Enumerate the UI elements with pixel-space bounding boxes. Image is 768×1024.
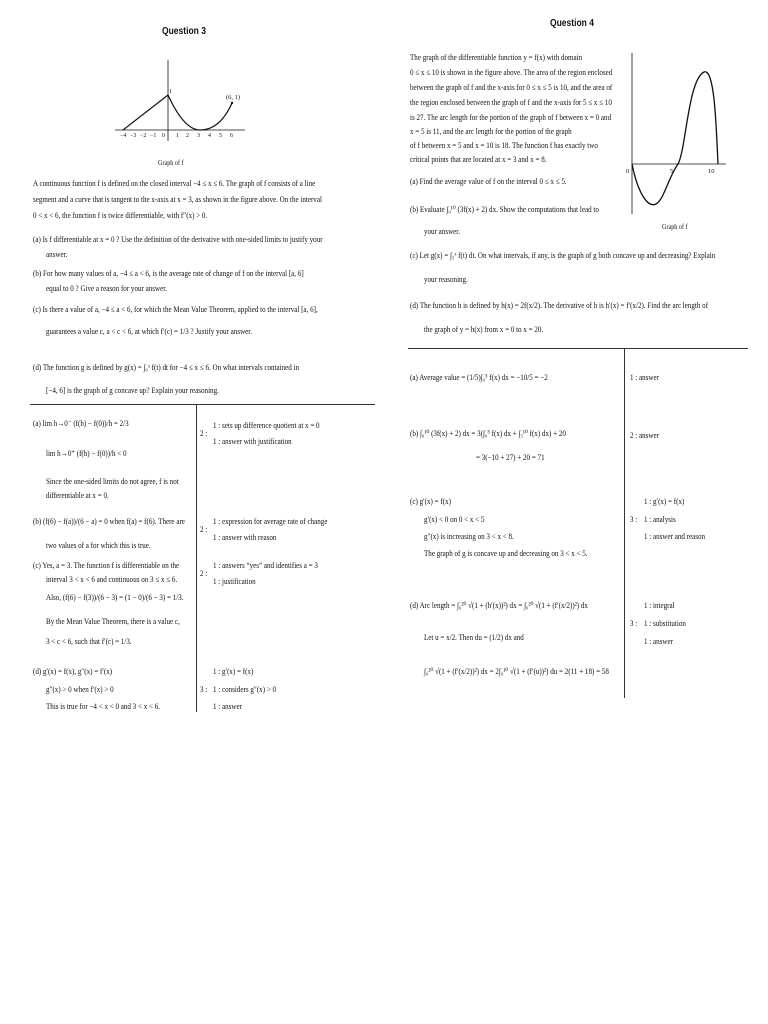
q4-intro-line: is 27. The arc length for the portion of the graph of f between x = 0 and — [410, 112, 612, 122]
svg-text:3: 3 — [197, 133, 200, 139]
q4-sol-c: The graph of g is concave up and decreasing on 3 < x < 5. — [424, 548, 588, 558]
q3-score-c: 1 : answers “yes” and identifies a = 3 — [213, 560, 318, 570]
q4-score-c: 1 : g′(x) = f(x) — [644, 496, 685, 506]
q4-sol-c: g″(x) is increasing on 3 < x < 8. — [424, 531, 514, 541]
q3-column-rule — [196, 404, 197, 712]
q3-sol-b: two values of a for which this is true. — [46, 540, 151, 550]
q4-sol-d: ∫₀²⁰ √(1 + (f′(x/2))²) dx = 2∫₀¹⁰ √(1 + (f′(u))²) du = 2(11 + 18) = 58 — [424, 666, 609, 676]
q3-part-a-cont: answer. — [46, 249, 68, 259]
q4-title: Question 4 — [550, 18, 594, 29]
q4-intro-line: The graph of the differentiable function y = f(x) with domain — [410, 52, 583, 62]
q3-sol-b: (b) (f(6) − f(a))/(6 − a) = 0 when f(a) = f(6). There are — [33, 516, 185, 526]
q4-column-rule — [624, 348, 625, 698]
q4-score-c: 1 : analysis — [644, 514, 676, 524]
q3-intro-line: A continuous function f is defined on the closed interval −4 ≤ x ≤ 6. The graph of f consists of a line — [33, 178, 316, 188]
q4-intro-line: the region enclosed between the graph of f and the x-axis for 5 ≤ x ≤ 10 — [410, 97, 612, 107]
q4-sol-b: = 3(−10 + 27) + 20 = 71 — [476, 452, 545, 462]
q3-divider — [30, 404, 375, 405]
q3-part-d: (d) The function g is defined by g(x) = ∫₀ˣ f(t) dt for −4 ≤ x ≤ 6. On what intervals contained in — [33, 362, 300, 372]
q4-sol-c: (c) g′(x) = f(x) — [410, 496, 451, 506]
q4-graph-caption: Graph of f — [662, 222, 688, 231]
q4-part-b-cont: your answer. — [424, 226, 461, 236]
q3-sol-c: 3 < c < 6, such that f′(c) = 1/3. — [46, 636, 132, 646]
q3-score-d: 1 : g′(x) = f(x) — [213, 666, 254, 676]
q4-score-d: 1 : answer — [644, 636, 673, 646]
q3-score-d: 1 : considers g″(x) > 0 — [213, 684, 277, 694]
q3-intro-line: segment and a curve that is tangent to the x-axis at x = 3, as shown in the figure above. On the interval — [33, 194, 322, 204]
q3-score-c: 1 : justification — [213, 576, 256, 586]
svg-text:5: 5 — [219, 133, 222, 139]
q4-intro-line: x = 5 is 11, and the arc length for the portion of the graph — [410, 126, 572, 136]
q3-score-two: 2 : — [200, 524, 208, 534]
q4-graph — [624, 48, 730, 218]
svg-text:−4: −4 — [120, 133, 127, 139]
q4-sol-d: (d) Arc length = ∫₀²⁰ √(1 + (h′(x))²) dx = ∫₀²⁰ √(1 + (f′(x/2))²) dx — [410, 600, 588, 610]
q4-score-three: 3 : — [630, 618, 638, 628]
q4-part-d-cont: the graph of y = h(x) from x = 0 to x = 20. — [424, 324, 544, 334]
q4-axis-label-0: 0 — [626, 168, 630, 175]
q3-sol-a: differentiable at x = 0. — [46, 490, 109, 500]
q3-sol-d: (d) g′(x) = f(x), g″(x) = f′(x) — [33, 666, 113, 676]
q4-sol-a: (a) Average value = (1/5)∫₀⁵ f(x) dx = −10/5 = −2 — [410, 372, 548, 382]
q4-score-b: 2 : answer — [630, 430, 659, 440]
q3-point-label: (6, 1) — [226, 94, 241, 101]
svg-text:1: 1 — [169, 89, 172, 95]
q3-title: Question 3 — [162, 26, 206, 37]
q4-axis-label-5: 5 — [670, 168, 674, 175]
q3-sol-a: Since the one-sided limits do not agree, f is not — [46, 476, 179, 486]
svg-text:6: 6 — [230, 133, 233, 139]
q4-score-c: 1 : answer and reason — [644, 531, 706, 541]
q4-intro-line: between the graph of f and the x-axis for 0 ≤ x ≤ 5 is 10, and the area of — [410, 82, 613, 92]
svg-text:−2: −2 — [140, 133, 147, 139]
q3-sol-c: Also, (f(6) − f(3))/(6 − 3) = (1 − 0)/(6 − 3) = 1/3. — [46, 592, 184, 602]
q3-sol-c: By the Mean Value Theorem, there is a value c, — [46, 616, 180, 626]
q4-sol-d: Let u = x/2. Then du = (1/2) dx and — [424, 632, 524, 642]
q4-intro-line: 0 ≤ x ≤ 10 is shown in the figure above. The area of the region enclosed — [410, 67, 613, 77]
q3-part-c: (c) Is there a value of a, −4 ≤ a < 6, for which the Mean Value Theorem, applied to the interval [a, 6], — [33, 304, 318, 314]
q4-divider — [408, 348, 748, 349]
q4-part-d: (d) The function h is defined by h(x) = 2f(x/2). The derivative of h is h′(x) = f′(x/2). Find the arc length of — [410, 300, 709, 310]
q4-score-d: 1 : integral — [644, 600, 675, 610]
q4-sol-b: (b) ∫₀¹⁰ (3f(x) + 2) dx = 3(∫₀⁵ f(x) dx + ∫₅¹⁰ f(x) dx) + 20 — [410, 428, 566, 438]
q3-score-a: 1 : sets up difference quotient at x = 0 — [213, 420, 320, 430]
q4-intro-line: critical points that are located at x = 3 and x = 8. — [410, 154, 547, 164]
q3-score-a: 1 : answer with justification — [213, 436, 292, 446]
q4-part-c-cont: your reasoning. — [424, 274, 468, 284]
svg-text:−3: −3 — [130, 133, 137, 139]
q3-score-two: 2 : — [200, 428, 208, 438]
q3-sol-a: lim h→0⁺ (f(h) − f(0))/h < 0 — [46, 448, 127, 458]
svg-text:4: 4 — [208, 133, 211, 139]
q3-sol-d: g″(x) > 0 when f′(x) > 0 — [46, 684, 114, 694]
q3-score-three: 3 : — [200, 684, 208, 694]
q3-score-two: 2 : — [200, 568, 208, 578]
q4-part-b: (b) Evaluate ∫₀¹⁰ (3f(x) + 2) dx. Show the computations that lead to — [410, 204, 599, 214]
q3-sol-c: (c) Yes, a = 3. The function f is differentiable on the — [33, 560, 180, 570]
q3-graph-caption: Graph of f — [158, 158, 184, 167]
q3-sol-c: interval 3 < x < 6 and continuous on 3 ≤ x ≤ 6. — [46, 574, 178, 584]
q3-part-c-cont: guarantees a value c, a < c < 6, at which f′(c) = 1/3 ? Justify your answer. — [46, 326, 253, 336]
q3-sol-d: This is true for −4 < x < 0 and 3 < x < 6. — [46, 701, 161, 711]
q4-score-d: 1 : substitution — [644, 618, 686, 628]
q3-part-a: (a) Is f differentiable at x = 0 ? Use the definition of the derivative with one-sided limits to justify your — [33, 234, 323, 244]
q3-part-d-cont: [−4, 6] is the graph of g concave up? Explain your reasoning. — [46, 385, 219, 395]
q4-axis-label-10: 10 — [708, 168, 715, 175]
q4-score-three: 3 : — [630, 514, 638, 524]
svg-text:0: 0 — [162, 133, 165, 139]
q4-score-a: 1 : answer — [630, 372, 659, 382]
svg-text:2: 2 — [186, 133, 189, 139]
q4-sol-c: g′(x) < 0 on 0 < x < 5 — [424, 514, 485, 524]
q3-part-b: (b) For how many values of a, −4 ≤ a < 6, is the average rate of change of f on the interval [a, 6] — [33, 268, 304, 278]
q3-score-b: 1 : expression for average rate of change — [213, 516, 328, 526]
q3-score-b: 1 : answer with reason — [213, 532, 277, 542]
q4-part-c: (c) Let g(x) = ∫₅ˣ f(t) dt. On what intervals, if any, is the graph of g both concave up and decreasing? Explain — [410, 250, 716, 260]
q3-intro-line: 0 < x < 6, the function f is twice differentiable, with f″(x) > 0. — [33, 210, 208, 220]
q4-intro-line: of f between x = 5 and x = 10 is 18. The function f has exactly two — [410, 140, 598, 150]
svg-text:−1: −1 — [150, 133, 157, 139]
q3-part-b-cont: equal to 0 ? Give a reason for your answer. — [46, 283, 167, 293]
q3-score-d: 1 : answer — [213, 701, 242, 711]
svg-text:1: 1 — [176, 133, 179, 139]
q3-sol-a: (a) lim h→0⁻ (f(h) − f(0))/h = 2/3 — [33, 418, 129, 428]
q4-part-a: (a) Find the average value of f on the interval 0 ≤ x ≤ 5. — [410, 176, 567, 186]
